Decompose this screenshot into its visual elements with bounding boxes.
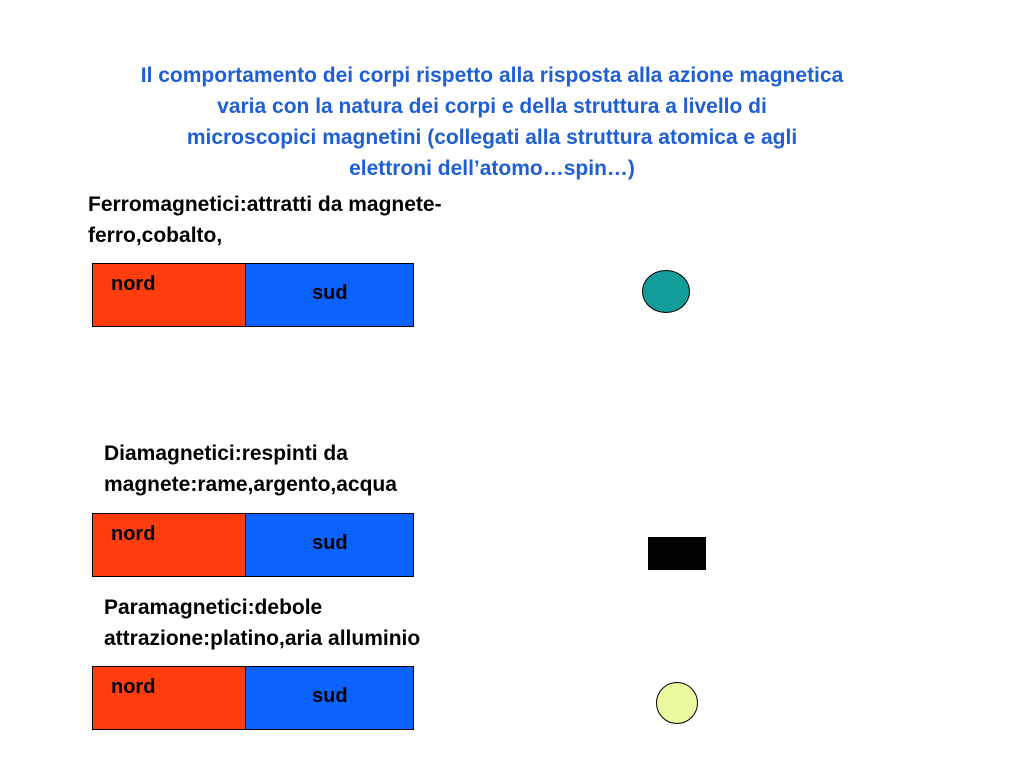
south-pole xyxy=(246,514,413,576)
north-pole-label: nord xyxy=(111,273,156,295)
north-pole-label: nord xyxy=(111,523,156,545)
south-pole-label: sud xyxy=(312,685,348,707)
diamagnetic-object-rectangle xyxy=(648,537,706,570)
paramagnetic-label xyxy=(104,592,420,654)
bar-magnet-paramagnetic xyxy=(92,666,414,730)
north-pole xyxy=(93,264,246,326)
south-pole-label: sud xyxy=(312,282,348,304)
bar-magnet-ferromagnetic xyxy=(92,263,414,327)
north-pole-label: nord xyxy=(111,676,156,698)
north-pole xyxy=(93,667,246,729)
label-line: attrazione:platino,aria alluminio xyxy=(104,627,421,650)
label-line: magnete:rame,argento,acqua xyxy=(104,473,397,496)
south-pole xyxy=(246,264,413,326)
title-line: elettroni dell’atomo…spin…) xyxy=(349,157,635,180)
label-line: Paramagnetici:debole xyxy=(104,596,323,619)
north-pole xyxy=(93,514,246,576)
paramagnetic-object-circle xyxy=(656,682,698,724)
diamagnetic-label xyxy=(104,438,397,500)
south-pole xyxy=(246,667,413,729)
label-line: Diamagnetici:respinti da xyxy=(104,442,348,465)
title-line: Il comportamento dei corpi rispetto alla risposta alla azione magnetica xyxy=(140,64,844,87)
title-line: microscopici magnetini (collegati alla struttura atomica e agli xyxy=(186,126,798,149)
title-line: varia con la natura dei corpi e della struttura a livello di xyxy=(217,95,767,118)
ferromagnetic-label xyxy=(88,189,442,251)
slide-title xyxy=(40,60,944,184)
ferromagnetic-object-circle xyxy=(642,270,690,313)
bar-magnet-diamagnetic xyxy=(92,513,414,577)
label-line: ferro,cobalto, xyxy=(88,224,223,247)
south-pole-label: sud xyxy=(312,532,348,554)
label-line: Ferromagnetici:attratti da magnete- xyxy=(88,193,442,216)
